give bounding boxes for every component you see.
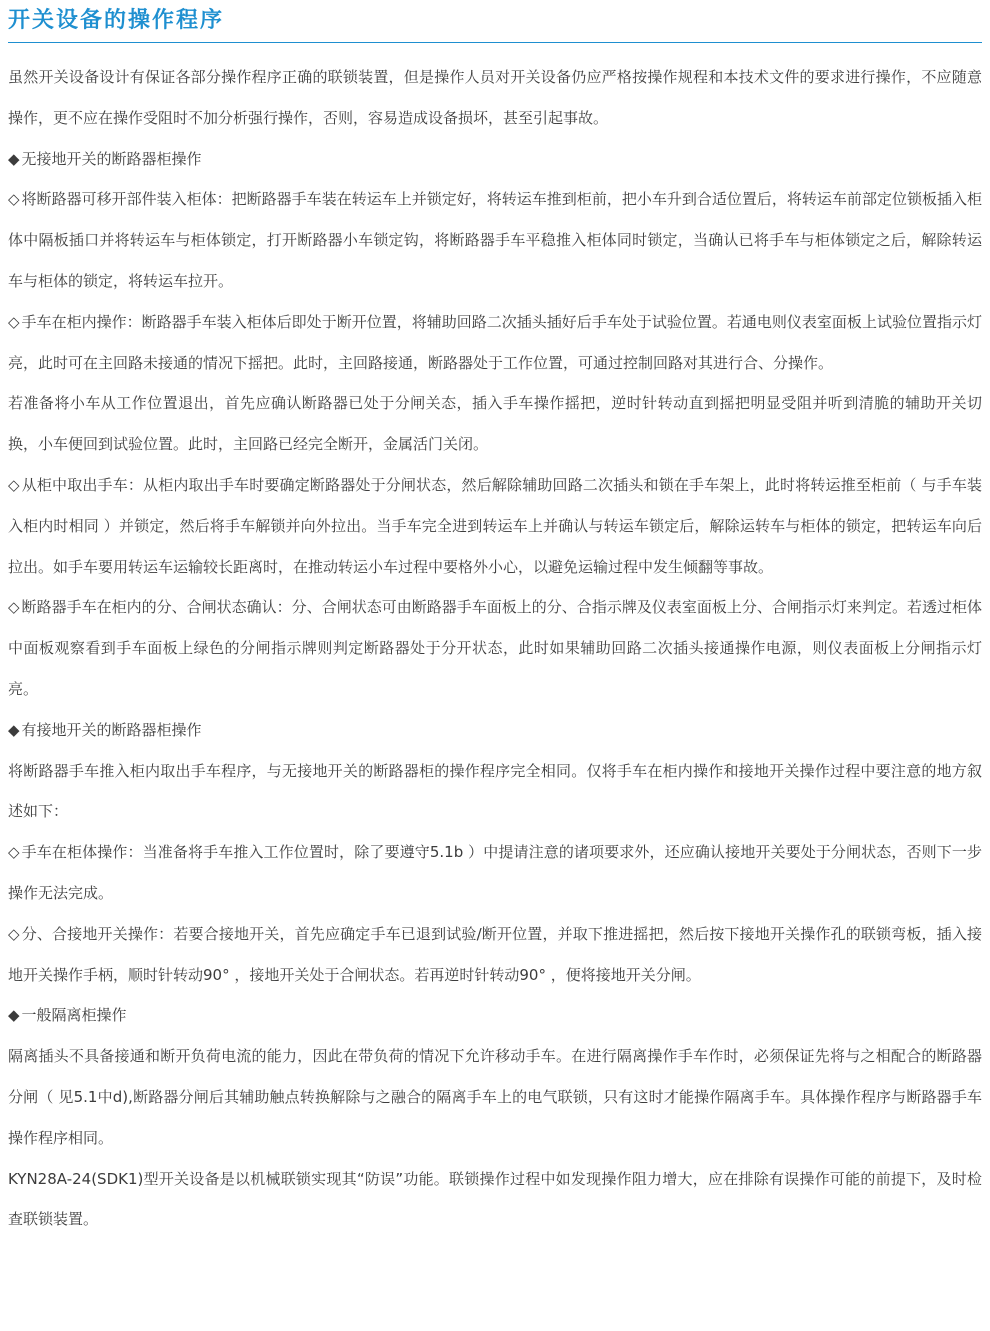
filled-diamond-icon: ◆ [8,1006,20,1025]
filled-diamond-icon: ◆ [8,720,20,739]
hollow-diamond-icon: ◇ [8,475,20,494]
paragraph-earthing-intro: 将断路器手车推入柜内取出手车程序，与无接地开关的断路器柜的操作程序完全相同。仅将手车在柜内操作和接地开关操作过程中要注意的地方叙述如下： [8,761,982,821]
paragraph-status-confirm: ◇ 断路器手车在柜内的分、合闸状态确认：分、合闸状态可由断路器手车面板上的分、合指示牌及仪表室面板上分、合闸指示灯来判定。若透过柜体中面板观察看到手车面板上绿色的分闸指示牌则判定断路器处于分开状态，此时如果辅助回路二次插头接通操作电源，则仪表面板上分闸指示灯亮。 [8,587,982,709]
hollow-diamond-icon: ◇ [8,190,20,209]
paragraph-interlock: KYN28A-24(SDK1)型开关设备是以机械联锁实现其“防误”功能。联锁操作过程中如发现操作阻力增大，应在排除有误操作可能的前提下，及时检查联锁装置。 [8,1169,982,1229]
section-heading-no-earthing: ◆ 无接地开关的断路器柜操作 [8,139,982,180]
hollow-diamond-icon: ◇ [8,843,20,862]
filled-diamond-icon: ◆ [8,149,20,168]
paragraph-withdraw-truck: 若准备将小车从工作位置退出，首先应确认断路器已处于分闸关态，插入手车操作摇把，逆时针转动直到摇把明显受阻并听到清脆的辅助开关切换，小车便回到试验位置。此时，主回路已经完全断开，金属活门关闭。 [8,394,982,454]
paragraph-truck-in-cabinet: ◇ 手车在柜内操作：断路器手车装入柜体后即处于断开位置，将辅助回路二次插头插好后手车处于试验位置。若通电则仪表室面板上试验位置指示灯亮，此时可在主回路未接通的情况下摇把。此时，主回路接通，断路器处于工作位置，可通过控制回路对其进行合、分操作。 [8,302,982,384]
paragraph-isolation: 隔离插头不具备接通和断开负荷电流的能力，因此在带负荷的情况下允许移动手车。在进行隔离操作手车作时，必须保证先将与之相配合的断路器分闸（ 见5.1中d),断路器分闸后其辅助触点转换解除与之融合的隔离手车上的电气联锁，只有这时才能操作隔离手车。具体操作程序与断路器手车操作程序相同。 [8,1047,982,1147]
page-title: 开关设备的操作程序 [8,8,225,33]
title-divider [8,42,982,43]
paragraph-load-breaker: ◇ 将断路器可移开部件装入柜体：把断路器手车装在转运车上并锁定好，将转运车推到柜前，把小车升到合适位置后，将转运车前部定位锁板插入柜体中隔板插口并将转运车与柜体锁定，打开断路器小车锁定钩，将断路器手车平稳推入柜体同时锁定，当确认已将手车与柜体锁定之后，解除转运车与柜体的锁定，将转运车拉开。 [8,179,982,301]
paragraph-remove-truck: ◇ 从柜中取出手车：从柜内取出手车时要确定断路器处于分闸状态，然后解除辅助回路二次插头和锁在手车架上，此时将转运推至柜前（ 与手车装入柜内时相同 ）并锁定，然后将手车解锁并向外拉出。当手车完全进到转运车上并确认与转运车锁定后，解除运转车与柜体的锁定，把转运车向后拉出。如手车要用转运车运输较长距离时，在推动转运小车过程中要格外小心，以避免运输过程中发生倾翻等事故。 [8,465,982,587]
intro-paragraph: 虽然开关设备设计有保证各部分操作程序正确的联锁装置，但是操作人员对开关设备仍应严格按操作规程和本技术文件的要求进行操作，不应随意操作，更不应在操作受阻时不加分析强行操作，否则，容易造成设备损坏，甚至引起事故。 [8,68,982,127]
document-body [8,57,982,1240]
paragraph-truck-operation: ◇ 手车在柜体操作：当准备将手车推入工作位置时，除了要遵守5.1b ）中提请注意的诸项要求外，还应确认接地开关要处于分闸状态，否则下一步操作无法完成。 [8,832,982,914]
section-heading-with-earthing: ◆ 有接地开关的断路器柜操作 [8,710,982,751]
paragraph-earthing-switch: ◇ 分、合接地开关操作：若要合接地开关，首先应确定手车已退到试验/断开位置，并取下推进摇把，然后按下接地开关操作孔的联锁弯板，插入接地开关操作手柄，顺时针转动90° ，接地开关处于合闸状态。若再逆时针转动90° ，便将接地开关分闸。 [8,914,982,996]
hollow-diamond-icon: ◇ [8,312,20,331]
section-heading-isolation: ◆ 一般隔离柜操作 [8,995,982,1036]
hollow-diamond-icon: ◇ [8,924,20,943]
hollow-diamond-icon: ◇ [8,598,20,617]
